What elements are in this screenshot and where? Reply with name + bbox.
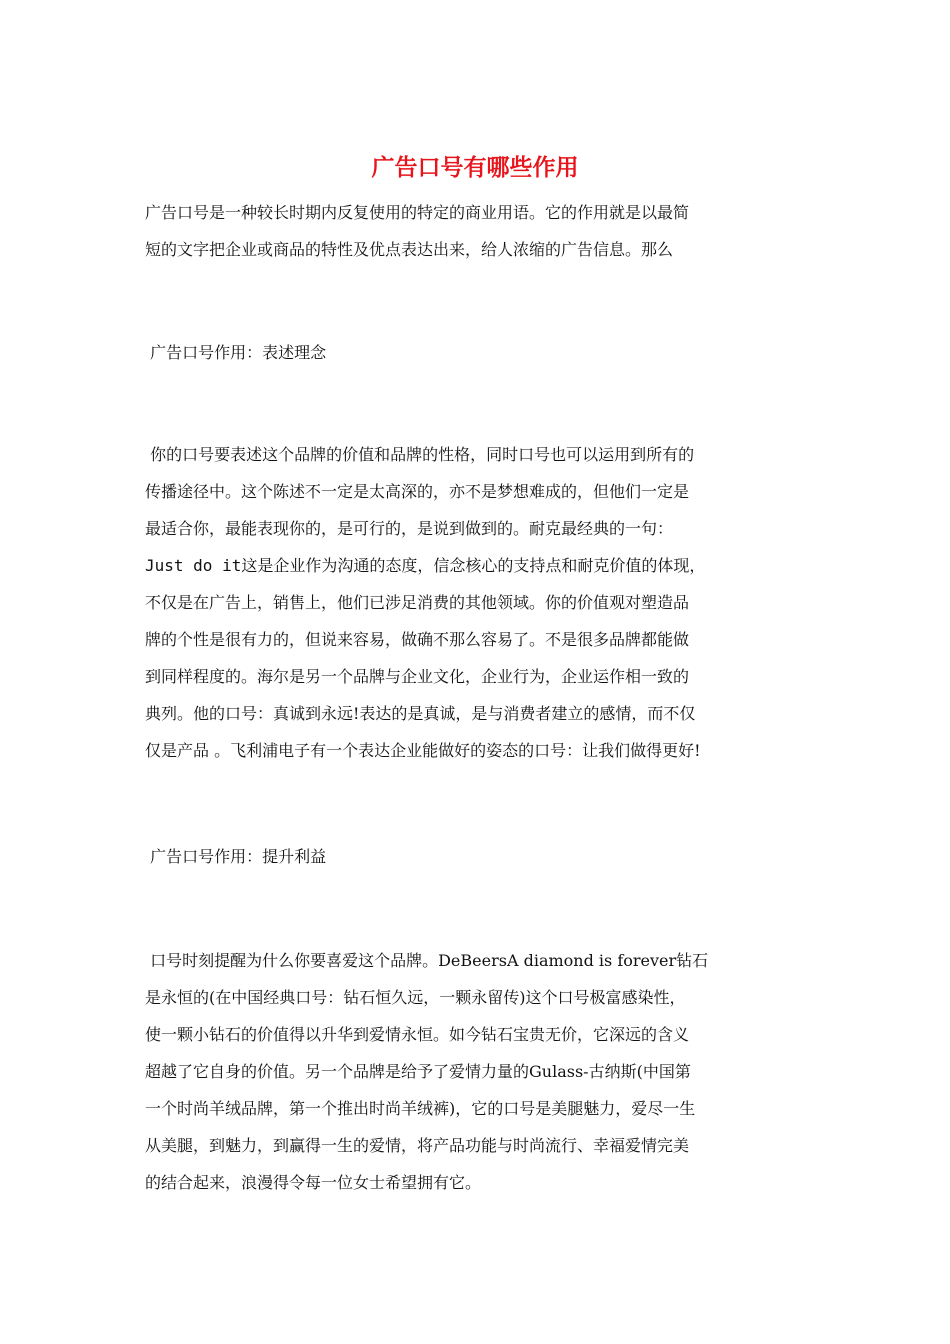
section-heading-2 — [145, 838, 815, 875]
paragraph-line: 广告口号是一种较长时期内反复使用的特定的商业用语。它的作用就是以最简 — [145, 203, 690, 222]
paragraph-line: 到同样程度的。海尔是另一个品牌与企业文化，企业行为，企业运作相一致的 — [145, 667, 690, 686]
paragraph-line: 短的文字把企业或商品的特性及优点表达出来，给人浓缩的广告信息。那么 — [145, 240, 674, 259]
paragraph-line: 使一颗小钻石的价值得以升华到爱情永恒。如今钻石宝贵无价，它深远的含义 — [145, 1025, 690, 1044]
paragraph-line: 你的口号要表述这个品牌的价值和品牌的性格，同时口号也可以运用到所有的 — [145, 445, 695, 464]
intro-paragraph — [145, 194, 815, 268]
paragraph-line: 不仅是在广告上，销售上，他们已涉足消费的其他领域。你的价值观对塑造品 — [145, 593, 690, 612]
section-heading: 广告口号作用：表述理念 — [145, 343, 327, 362]
paragraph-line: 的结合起来，浪漫得令每一位女士希望拥有它。 — [145, 1173, 482, 1192]
paragraph-line: 从美腿，到魅力，到赢得一生的爱情，将产品功能与时尚流行、幸福爱情完美 — [145, 1136, 690, 1155]
section-2-paragraph — [145, 942, 815, 1201]
section-heading-1 — [145, 334, 815, 371]
document-title: 广告口号有哪些作用 — [371, 155, 579, 181]
paragraph-line: 是永恒的(在中国经典口号：钻石恒久远，一颗永留传)这个口号极富感染性， — [145, 988, 686, 1007]
paragraph-line: 一个时尚羊绒品牌，第一个推出时尚羊绒裤)，它的口号是美腿魅力，爱尽一生 — [145, 1099, 696, 1118]
paragraph-line: Just do it这是企业作为沟通的态度，信念核心的支持点和耐克价值的体现， — [145, 556, 706, 575]
paragraph-line: 仅是产品 。飞利浦电子有一个表达企业能做好的姿态的口号：让我们做得更好! — [145, 741, 701, 760]
paragraph-line: 传播途径中。这个陈述不一定是太高深的，亦不是梦想难成的，但他们一定是 — [145, 482, 690, 501]
section-heading: 广告口号作用：提升利益 — [145, 847, 327, 866]
paragraph-line: 典列。他的口号：真诚到永远!表达的是真诚，是与消费者建立的感情，而不仅 — [145, 704, 696, 723]
section-1-paragraph — [145, 436, 815, 769]
paragraph-line: 超越了它自身的价值。另一个品牌是给予了爱情力量的Gulass-古纳斯(中国第 — [145, 1062, 691, 1081]
paragraph-line: 牌的个性是很有力的，但说来容易，做确不那么容易了。不是很多品牌都能做 — [145, 630, 690, 649]
paragraph-line: 最适合你，最能表现你的，是可行的，是说到做到的。耐克最经典的一句： — [145, 519, 674, 538]
paragraph-line: 口号时刻提醒为什么你要喜爱这个品牌。DeBeersA diamond is forever钻石 — [145, 951, 709, 970]
